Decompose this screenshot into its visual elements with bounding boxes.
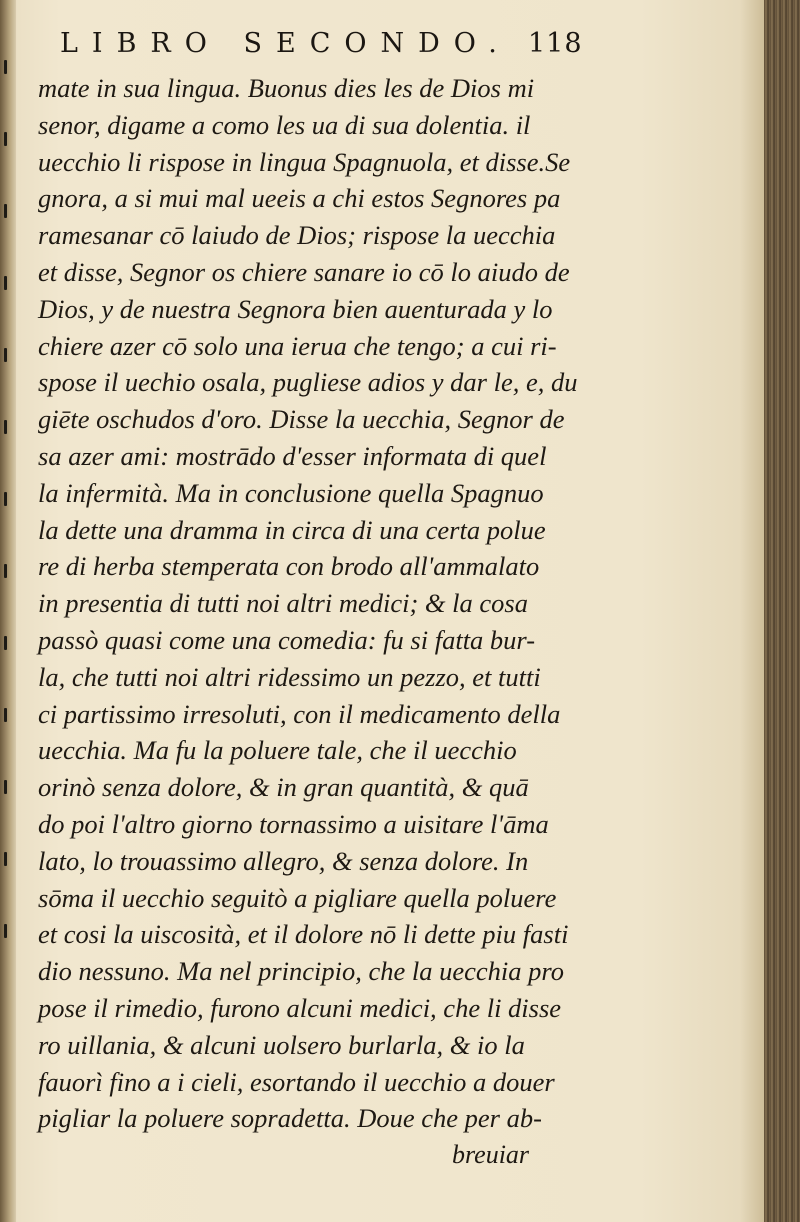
facing-page-edge-marks	[4, 60, 14, 996]
text-line: dio nessuno. Ma nel principio, che la uecchia pro	[38, 956, 564, 987]
text-line: gnora, a si mui mal ueeis a chi estos Segnores pa	[38, 183, 561, 214]
text-line: spose il uechio osala, pugliese adios y dar le, e, du	[38, 367, 578, 398]
text-line: passò quasi come una comedia: fu si fatta bur-	[38, 624, 536, 655]
text-line: pigliar la poluere sopradetta. Doue che per ab-	[38, 1103, 542, 1134]
text-line: do poi l'altro giorno tornassimo a uisitare l'āma	[38, 808, 549, 839]
text-line: senor, digame a como les ua di sua dolentia. il	[38, 109, 531, 140]
running-head: LIBRO SECONDO.	[60, 28, 511, 59]
text-line: lato, lo trouassimo allegro, & senza dolore. In	[38, 845, 529, 876]
text-line: sōma il uecchio seguitò a pigliare quella poluere	[38, 882, 557, 913]
text-line: et cosi la uiscosità, et il dolore nō li dette piu fasti	[38, 919, 569, 950]
text-line: la, che tutti noi altri ridessimo un pezzo, et tutti	[38, 661, 541, 692]
text-line: chiere azer cō solo una ierua che tengo; a cui ri-	[38, 330, 557, 361]
text-line: orinò senza dolore, & in gran quantità, & quā	[38, 772, 529, 803]
text-line: la dette una dramma in circa di una certa polue	[38, 514, 546, 545]
text-line: uecchia. Ma fu la poluere tale, che il uecchio	[38, 735, 517, 766]
text-line: et disse, Segnor os chiere sanare io cō lo aiudo de	[38, 256, 570, 287]
book-fore-edge	[764, 0, 800, 1222]
catchword: breuiar	[452, 1140, 530, 1169]
text-line: fauorì fino a i cieli, esortando il uecchio a douer	[38, 1066, 555, 1097]
text-line: Dios, y de nuestra Segnora bien auenturada y lo	[38, 293, 553, 324]
text-line: ci partissimo irresoluti, con il medicamento della	[38, 698, 561, 729]
text-line: mate in sua lingua. Buonus dies les de Dios mi	[38, 73, 535, 103]
text-line: giēte oschudos d'oro. Disse la uecchia, Segnor de	[38, 404, 565, 435]
page-number: 118	[528, 28, 583, 59]
text-line: re di herba stemperata con brodo all'ammalato	[38, 551, 540, 582]
text-line: ro uillania, & alcuni uolsero burlarla, & io la	[38, 1029, 525, 1060]
text-line: ramesanar cō laiudo de Dios; rispose la uecchia	[38, 220, 556, 251]
text-line: in presentia di tutti noi altri medici; & la cosa	[38, 588, 528, 619]
binding-gutter	[0, 0, 16, 1222]
text-line: pose il rimedio, furono alcuni medici, che li disse	[38, 992, 562, 1023]
text-line: sa azer ami: mostrādo d'esser informata di quel	[38, 440, 547, 471]
text-line: la infermità. Ma in conclusione quella Spagnuo	[38, 477, 544, 508]
body-text	[38, 70, 628, 1137]
text-line: uecchio li rispose in lingua Spagnuola, et disse.Se	[38, 146, 571, 177]
